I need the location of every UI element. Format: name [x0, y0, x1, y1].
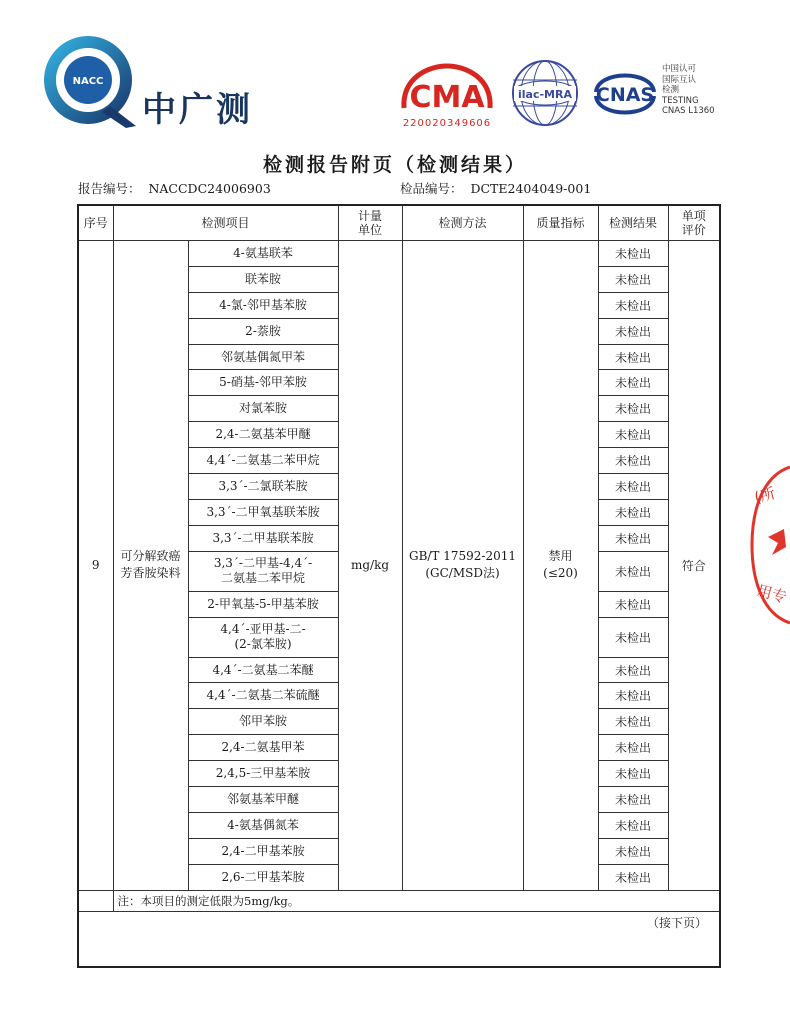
test-item — [188, 396, 338, 422]
document-title: 检测报告附页（检测结果） — [262, 154, 527, 176]
test-item-line: 联苯胺 — [245, 271, 282, 286]
table-row — [78, 241, 720, 267]
test-item-line: 4,4´-亚甲基-二- — [220, 622, 306, 637]
test-result: 未检出 — [598, 761, 668, 787]
test-result: 未检出 — [598, 838, 668, 864]
test-item-line: 2-甲氧基-5-甲基苯胺 — [207, 596, 319, 611]
report-number — [78, 179, 271, 197]
test-item — [188, 812, 338, 838]
header-unit-line1: 计量 — [358, 209, 383, 223]
group-quality — [523, 241, 598, 891]
test-item-line: 邻甲苯胺 — [239, 714, 288, 729]
test-item — [188, 683, 338, 709]
test-result: 未检出 — [598, 422, 668, 448]
group-method-line: GB/T 17592-2011 — [408, 549, 517, 564]
header-eval — [668, 205, 720, 241]
test-result: 未检出 — [598, 709, 668, 735]
nacc-badge-text: NACC — [72, 76, 104, 87]
test-result: 未检出 — [598, 735, 668, 761]
test-result: 未检出 — [598, 499, 668, 525]
group-category-line: 芳香胺染料 — [120, 566, 181, 581]
test-item — [188, 551, 338, 591]
test-item-line: 2,4-二氨基苯甲醚 — [215, 427, 311, 442]
test-item — [188, 591, 338, 617]
test-item-line: 4,4´-二氨基二苯硫醚 — [206, 688, 320, 703]
note-spacer — [78, 890, 113, 911]
sample-number-value: DCTE2404049-001 — [470, 181, 592, 196]
sample-number-label: 检品编号： — [400, 181, 463, 196]
header-item: 检测项目 — [113, 205, 338, 241]
header-result: 检测结果 — [598, 205, 668, 241]
group-quality-line: (≤20) — [543, 566, 578, 581]
test-item — [188, 709, 338, 735]
test-item — [188, 318, 338, 344]
cnas-line: TESTING — [662, 95, 699, 106]
header-unit — [338, 205, 402, 241]
test-item-line: 3,3´-二甲基-4,4´- — [213, 556, 313, 571]
group-category-line: 可分解致癌 — [120, 549, 181, 564]
test-item-line: 3,3´-二甲氧基联苯胺 — [206, 504, 320, 519]
test-result: 未检出 — [598, 370, 668, 396]
seal-text-bottom: 用专 — [754, 581, 789, 607]
test-item-line: 4,4´-二氨基二苯醚 — [212, 662, 314, 677]
cnas-line: CNAS L1360 — [662, 106, 715, 116]
test-item-line: 邻氨基偶氮甲苯 — [221, 349, 306, 364]
cnas-logo — [590, 62, 660, 124]
group-method-line: (GC/MSD法) — [425, 566, 500, 581]
test-item-line: 4,4´-二氨基二苯甲烷 — [206, 453, 320, 468]
test-item-line: 2,4,5-三甲基苯胺 — [215, 766, 311, 781]
cnas-line: 检测 — [662, 85, 680, 95]
test-result: 未检出 — [598, 864, 668, 890]
group-category — [113, 241, 188, 891]
test-item — [188, 370, 338, 396]
test-item — [188, 422, 338, 448]
note-row — [78, 890, 720, 911]
cnas-line: 国际互认 — [662, 74, 697, 85]
test-item-line: 二氨基二苯甲烷 — [221, 571, 306, 586]
test-item — [188, 838, 338, 864]
test-item-line: 4-氨基联苯 — [233, 245, 293, 260]
test-item — [188, 864, 338, 890]
test-result: 未检出 — [598, 617, 668, 657]
test-item — [188, 474, 338, 500]
test-item-line: 4-氨基偶氮苯 — [227, 817, 299, 832]
test-item-line: 3,3´-二氯联苯胺 — [218, 478, 308, 493]
report-number-value: NACCDC24006903 — [148, 181, 271, 196]
ilac-text: ilac-MRA — [518, 88, 572, 101]
group-method — [402, 241, 523, 891]
test-item — [188, 617, 338, 657]
cma-number: 220020349606 — [402, 118, 492, 129]
test-result: 未检出 — [598, 396, 668, 422]
test-item-line: 4-氯-邻甲基苯胺 — [219, 297, 307, 312]
test-result: 未检出 — [598, 591, 668, 617]
cma-logo — [398, 60, 496, 130]
results-table — [77, 204, 721, 968]
header-unit-line2: 单位 — [358, 223, 383, 237]
cnas-letters: CNAS — [595, 84, 655, 106]
header-eval-line1: 单项 — [681, 209, 706, 223]
test-item-line: 2,4-二甲基苯胺 — [221, 843, 305, 858]
group-evaluation: 符合 — [668, 241, 720, 891]
test-item — [188, 787, 338, 813]
test-item-line: 邻氨基苯甲醚 — [227, 791, 300, 806]
test-item-line: 5-硝基-邻甲苯胺 — [219, 375, 307, 390]
report-number-label: 报告编号： — [78, 181, 141, 196]
note-text: 注：本项目的测定低限为5mg/kg。 — [113, 890, 720, 911]
header-quality: 质量指标 — [523, 205, 598, 241]
cma-letters: CMA — [409, 80, 485, 115]
test-item-line: 对氯苯胺 — [239, 401, 288, 416]
test-result: 未检出 — [598, 551, 668, 591]
test-item — [188, 292, 338, 318]
header-seq: 序号 — [78, 205, 113, 241]
seal-text-top: (所 — [752, 484, 778, 507]
header-method: 检测方法 — [402, 205, 523, 241]
test-result: 未检出 — [598, 448, 668, 474]
seal-star-icon — [768, 529, 786, 555]
test-item — [188, 241, 338, 267]
test-item — [188, 657, 338, 683]
test-result: 未检出 — [598, 292, 668, 318]
test-result: 未检出 — [598, 318, 668, 344]
table-header-row — [78, 205, 720, 241]
test-result: 未检出 — [598, 241, 668, 267]
cnas-side-text — [662, 64, 715, 117]
cnas-line: 中国认可 — [662, 64, 697, 74]
header-eval-line2: 评价 — [681, 223, 706, 237]
test-result: 未检出 — [598, 787, 668, 813]
group-seq: 9 — [78, 241, 113, 891]
test-result: 未检出 — [598, 525, 668, 551]
test-result: 未检出 — [598, 683, 668, 709]
test-result: 未检出 — [598, 812, 668, 838]
test-item — [188, 525, 338, 551]
test-item — [188, 344, 338, 370]
test-item — [188, 499, 338, 525]
test-item-line: 2,4-二氨基甲苯 — [221, 740, 305, 755]
test-result: 未检出 — [598, 657, 668, 683]
test-item-line: 2-萘胺 — [245, 323, 281, 338]
sample-number — [400, 179, 591, 197]
test-item — [188, 266, 338, 292]
test-item-line: 3,3´-二甲基联苯胺 — [212, 530, 314, 545]
brand-name: 中广测 — [142, 90, 253, 130]
official-seal — [748, 455, 790, 635]
continued-row — [78, 911, 720, 967]
test-item — [188, 735, 338, 761]
test-item — [188, 761, 338, 787]
test-item-line: (2-氯苯胺) — [234, 637, 292, 652]
test-result: 未检出 — [598, 474, 668, 500]
test-item-line: 2,6-二甲基苯胺 — [221, 869, 305, 884]
group-quality-line: 禁用 — [548, 549, 573, 564]
continued-text: （接下页） — [78, 911, 720, 967]
ilac-mra-logo — [510, 58, 580, 128]
test-result: 未检出 — [598, 344, 668, 370]
test-result: 未检出 — [598, 266, 668, 292]
group-unit: mg/kg — [338, 241, 402, 891]
test-item — [188, 448, 338, 474]
